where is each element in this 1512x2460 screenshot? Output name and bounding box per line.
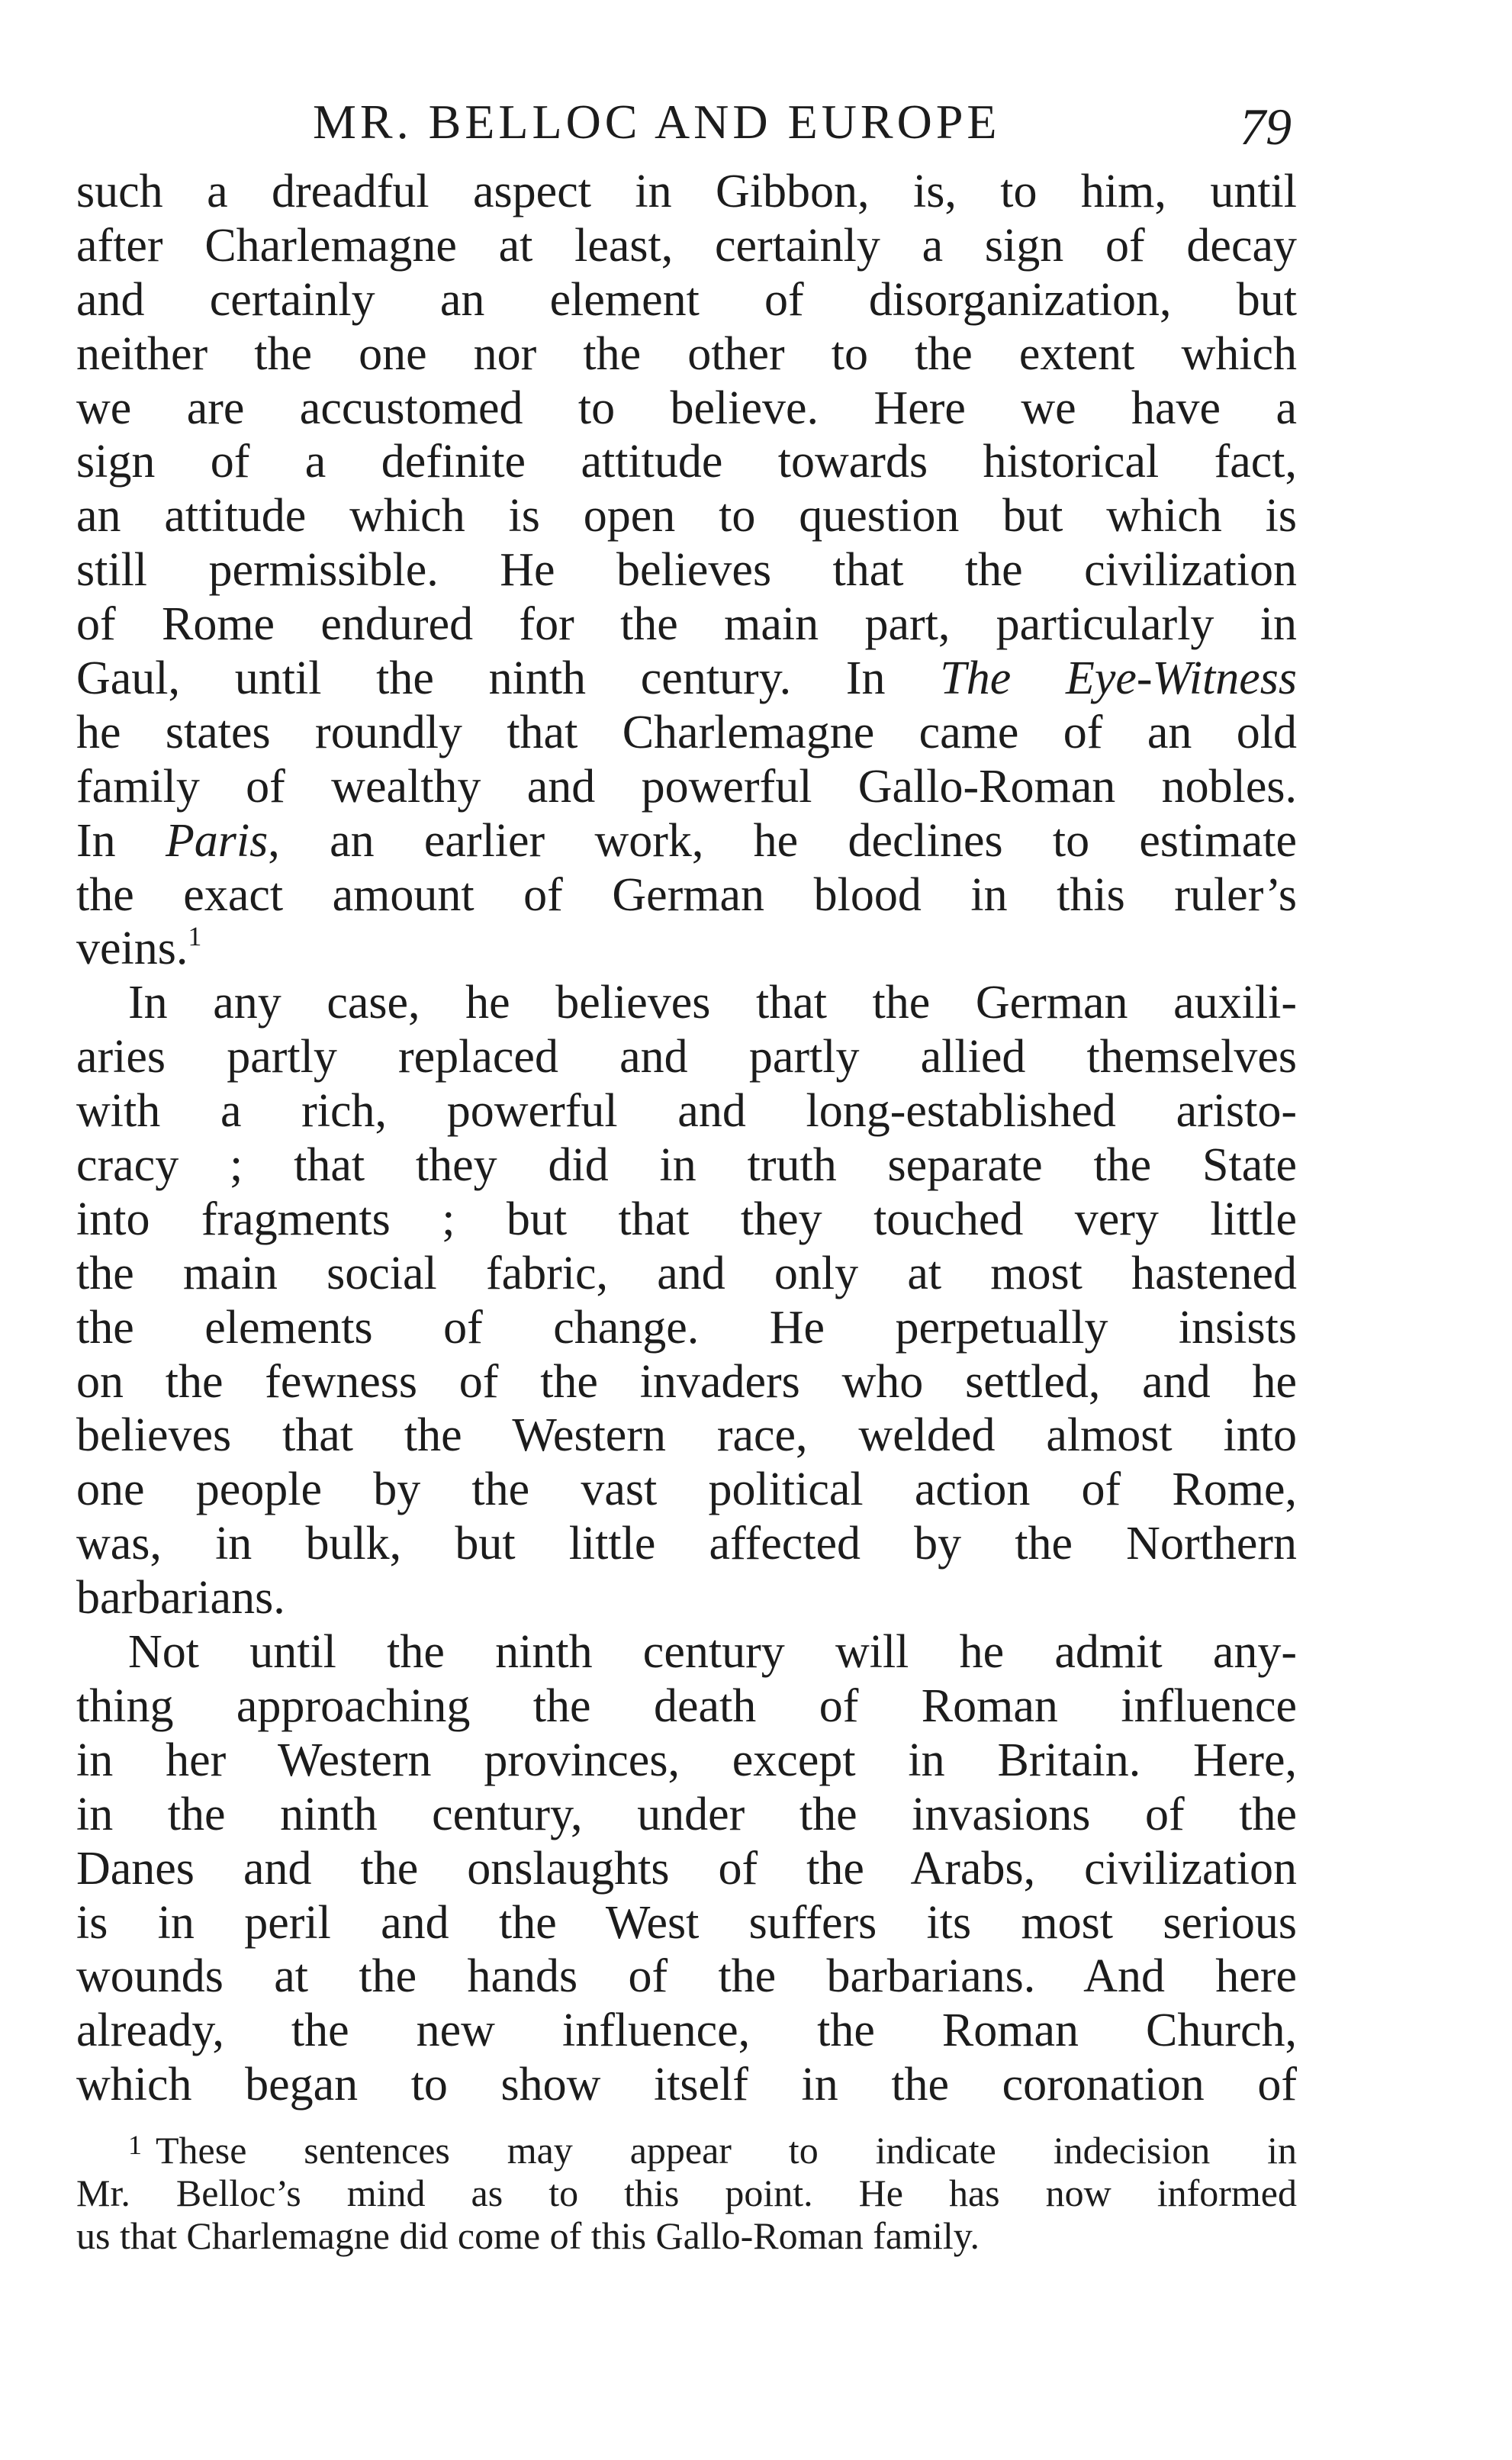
- footnote-line: [76, 2129, 1297, 2172]
- text-line: barbarians.: [76, 1572, 285, 1624]
- text-line: aries partly replaced and partly allied themselves: [76, 1031, 1297, 1083]
- running-head: [76, 92, 1297, 165]
- line-text: , an earlier work, he declines to estimate: [268, 814, 1297, 867]
- text-line: one people by the vast political action of Rome,: [76, 1463, 1297, 1516]
- text-line: [76, 814, 1297, 868]
- text-line: with a rich, powerful and long-established aristo-: [76, 1085, 1297, 1138]
- running-title: MR. BELLOC AND EUROPE: [313, 95, 1001, 149]
- text-line: we are accustomed to believe. Here we have a: [76, 382, 1297, 434]
- text-line: already, the new influence, the Roman Church,: [76, 2004, 1297, 2057]
- footnote-marker: 1: [128, 2130, 142, 2161]
- text-line: the elements of change. He perpetually insists: [76, 1301, 1297, 1354]
- text-line: was, in bulk, but little affected by the Northern: [76, 1518, 1297, 1570]
- text-line: and certainly an element of disorganization, but: [76, 273, 1297, 326]
- book-page: [76, 92, 1297, 2257]
- footnote-line: us that Charlemagne did come of this Gallo-Roman family.: [76, 2214, 980, 2258]
- line-text: Gaul, until the ninth century. In: [76, 652, 941, 705]
- text-line: In any case, he believes that the German auxili-: [128, 977, 1297, 1029]
- text-line: which began to show itself in the coronation of: [76, 2059, 1297, 2111]
- footnote-text: These sentences may appear to indicate indecision in: [156, 2129, 1297, 2172]
- text-line: family of wealthy and powerful Gallo-Roman nobles.: [76, 760, 1297, 813]
- text-line: wounds at the hands of the barbarians. And here: [76, 1950, 1297, 2003]
- text-line: still permissible. He believes that the civilization: [76, 544, 1297, 597]
- footnote: [76, 2129, 1297, 2257]
- text-line: neither the one nor the other to the extent which: [76, 327, 1297, 380]
- text-line: in her Western provinces, except in Britain. Here,: [76, 1734, 1297, 1786]
- text-line: into fragments ; but that they touched very little: [76, 1193, 1297, 1245]
- text-line: Not until the ninth century will he admit any-: [128, 1626, 1297, 1679]
- text-line: sign of a definite attitude towards historical fact,: [76, 436, 1297, 488]
- book-title-paris: Paris: [165, 814, 269, 867]
- text-line: [76, 652, 1297, 706]
- book-title-eye-witness: The Eye-Witness: [940, 652, 1297, 705]
- text-line: is in peril and the West suffers its most serious: [76, 1896, 1297, 1949]
- footnote-line: Mr. Belloc’s mind as to this point. He has now informed: [76, 2172, 1297, 2215]
- footnote-reference: 1: [188, 921, 202, 952]
- text-line: believes that the Western race, welded almost into: [76, 1409, 1297, 1462]
- text-line: Danes and the onslaughts of the Arabs, civilization: [76, 1842, 1297, 1895]
- text-line: an attitude which is open to question but which is: [76, 490, 1297, 543]
- text-line: he states roundly that Charlemagne came of an old: [76, 706, 1297, 758]
- text-line: of Rome endured for the main part, particularly in: [76, 598, 1297, 651]
- line-text: veins.: [76, 922, 188, 975]
- text-line: the main social fabric, and only at most hastened: [76, 1247, 1297, 1299]
- line-text: In: [76, 814, 166, 867]
- text-line: after Charlemagne at least, certainly a sign of decay: [76, 219, 1297, 272]
- text-line: the exact amount of German blood in this ruler’s: [76, 868, 1297, 921]
- text-line: thing approaching the death of Roman influence: [76, 1679, 1297, 1732]
- text-line: [76, 922, 1297, 976]
- body-text: [76, 165, 1297, 2112]
- text-line: cracy ; that they did in truth separate the State: [76, 1139, 1297, 1192]
- page-number: 79: [1240, 98, 1292, 156]
- text-line: in the ninth century, under the invasions of the: [76, 1788, 1297, 1840]
- text-line: such a dreadful aspect in Gibbon, is, to him, until: [76, 166, 1297, 217]
- text-line: on the fewness of the invaders who settled, and he: [76, 1355, 1297, 1408]
